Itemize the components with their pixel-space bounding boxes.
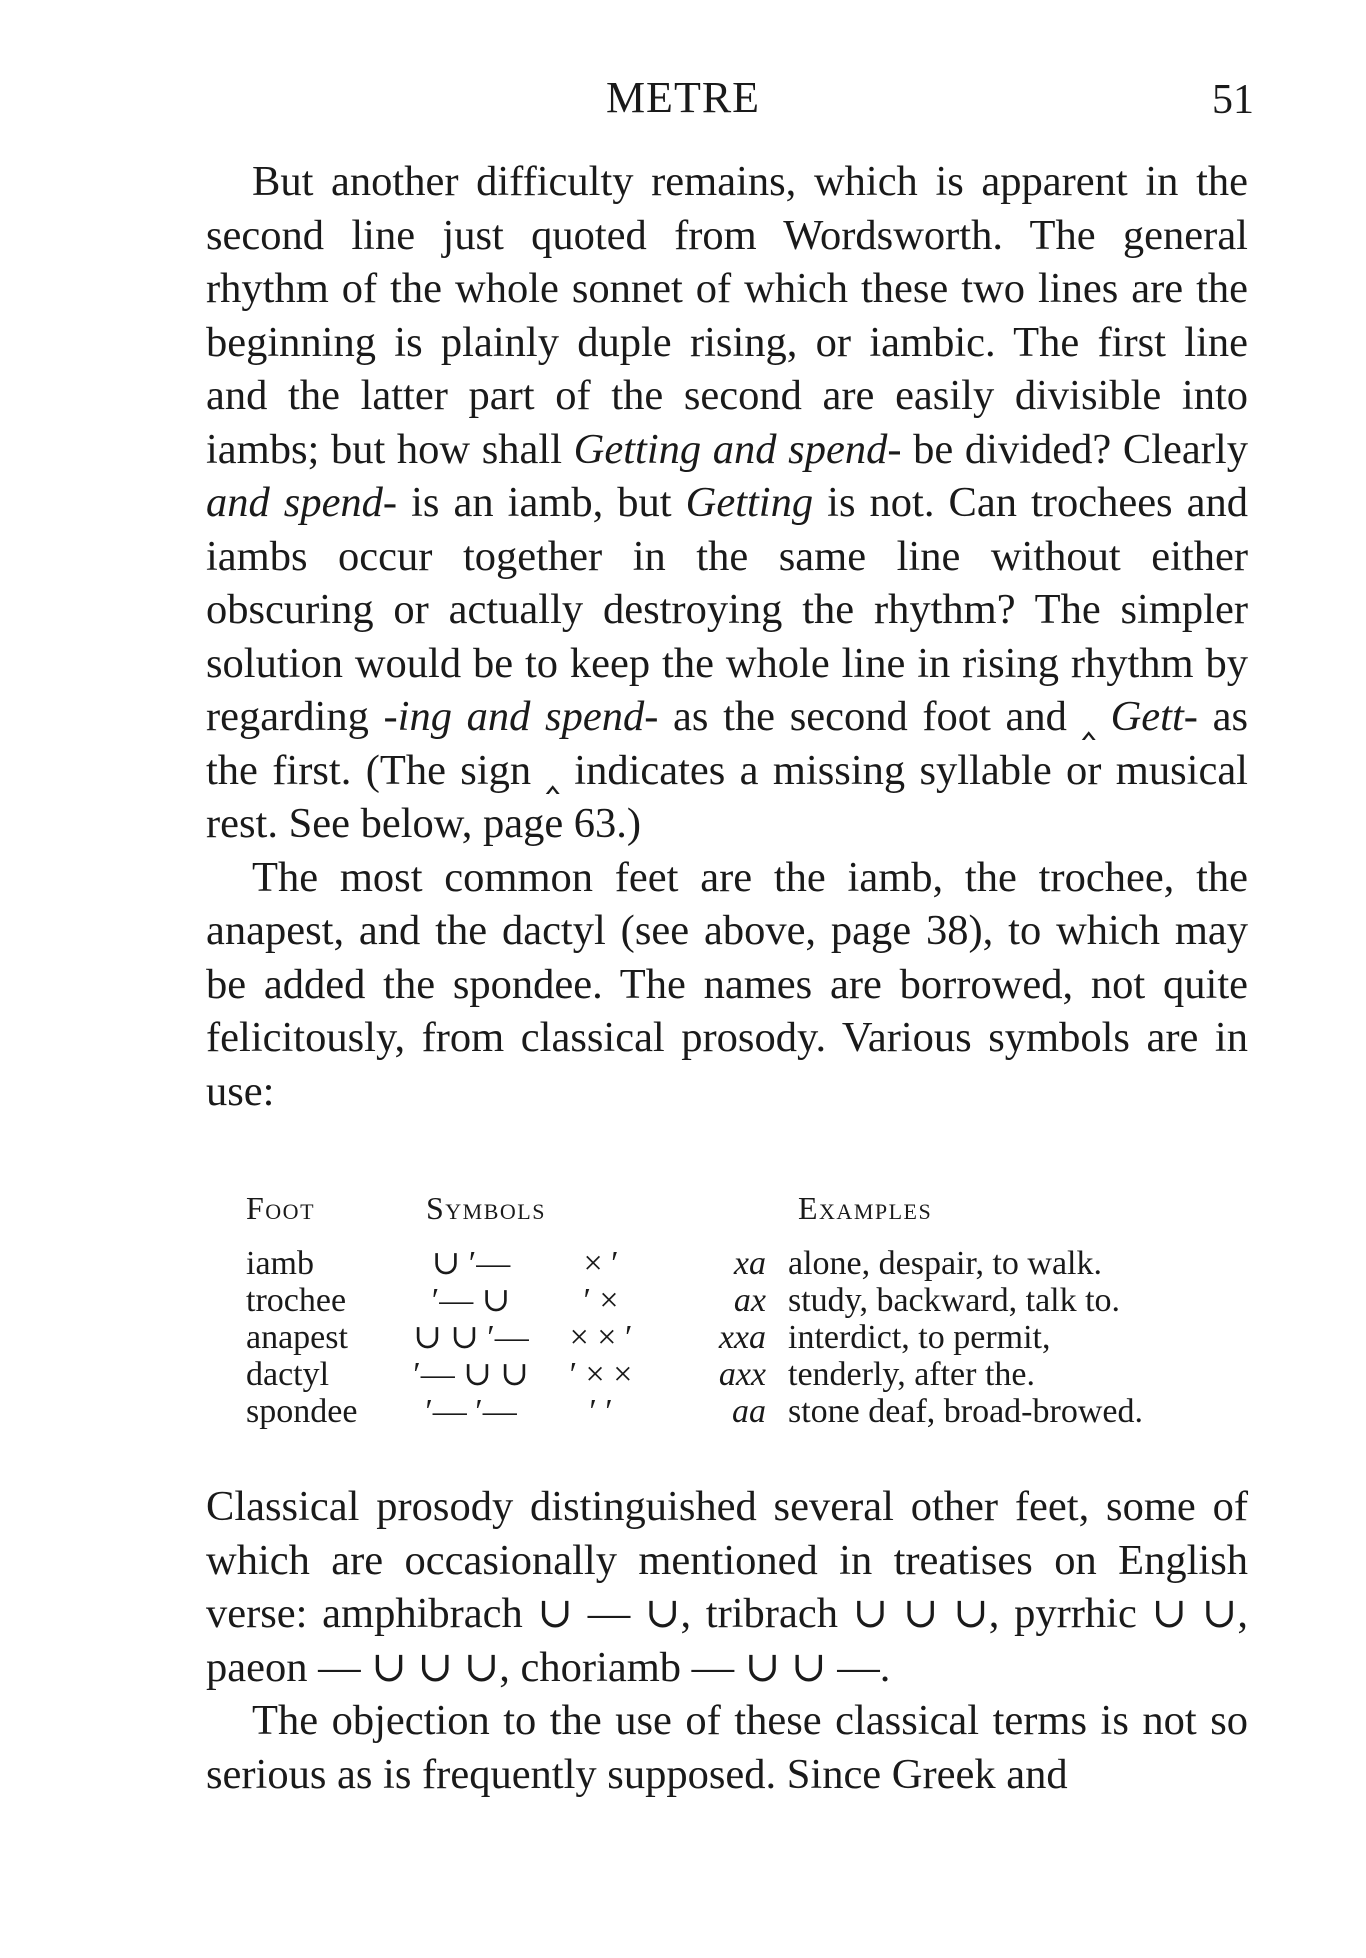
table-row xyxy=(246,1393,1143,1430)
text-run: be divided? Clearly xyxy=(901,425,1248,473)
paragraph-common-feet: The most common feet are the iamb, the trochee, the anapest, and the dactyl (see above, page 38), to which may be added the spondee. The names are borrowed, not quite felicitously, from classical prosody. Various symbols are in use: xyxy=(206,853,1248,1115)
paragraph-difficulty xyxy=(206,155,1248,851)
examples-cell: stone deaf, broad-browed. xyxy=(788,1393,1143,1430)
table-row xyxy=(246,1356,1143,1393)
text-run: as the first. (The sign xyxy=(206,693,1249,794)
abbr-cell: aa xyxy=(732,1393,766,1430)
table-row xyxy=(246,1319,1143,1356)
text-run: is not. Can trochees and iambs occur together in the same line without either obscuring or actually destroying the rhythm? The simpler solution would be to keep the whole line in rising rhythm by regarding xyxy=(206,479,1248,740)
table-body xyxy=(246,1245,1143,1430)
caret-sign: ‸ xyxy=(1081,693,1096,740)
foot-cell: trochee xyxy=(246,1282,347,1319)
text-run: is an iamb, but xyxy=(397,479,686,526)
feet-table xyxy=(246,1190,1143,1430)
header-foot: Foot xyxy=(246,1190,316,1226)
table-header-row xyxy=(246,1190,1143,1245)
examples-cell: alone, despair, to walk. xyxy=(788,1245,1102,1282)
symbol-cell: ′— ∪ ∪ xyxy=(413,1356,529,1393)
symbol-alt-cell: ′ × × xyxy=(569,1356,633,1393)
italic-term: and spend- xyxy=(206,479,398,526)
running-head: METRE xyxy=(605,73,761,122)
paragraph-classical-feet: Classical prosody distinguished several other feet, some of which are occasionally mentioned in treatises on English verse: amphibrach ∪ — ∪, tribrach ∪ ∪ ∪, pyrrhic ∪ ∪, paeon — ∪ ∪ ∪, choriamb — ∪ ∪ —. xyxy=(206,1483,1248,1691)
abbr-cell: axx xyxy=(718,1356,766,1393)
symbol-cell: ∪ ∪ ′— xyxy=(413,1319,529,1356)
table-row xyxy=(246,1282,1143,1319)
after-table-text xyxy=(206,1480,1248,1801)
examples-cell: tenderly, after the. xyxy=(788,1356,1035,1393)
feet-table-wrap xyxy=(246,1190,1246,1430)
italic-term: Gett- xyxy=(1110,693,1198,740)
italic-term: Getting and spend- xyxy=(573,425,902,473)
symbol-alt-cell: × × ′ xyxy=(569,1319,633,1356)
italic-term: Getting xyxy=(685,479,814,526)
paragraph-objection: The objection to the use of these classical terms is not so serious as is frequently supposed. Since Greek and xyxy=(206,1697,1248,1798)
symbol-cell: ′— ∪ xyxy=(431,1282,511,1319)
abbr-cell: ax xyxy=(733,1282,766,1319)
page-header xyxy=(0,72,1366,132)
italic-term: -ing and spend- xyxy=(383,693,659,740)
abbr-cell: xxa xyxy=(718,1319,766,1356)
header-symbols: Symbols xyxy=(426,1190,546,1226)
page-number: 51 xyxy=(1212,77,1254,123)
header-examples: Examples xyxy=(798,1190,933,1226)
text-run: But another difficulty remains, which is apparent in the second line just quoted from Wordsworth. The general rhythm of the whole sonnet of which these two lines are the beginning is plainly duple rising, or iambic. The first line and the latter part of the second are easily divisible into iambs; but how shall xyxy=(206,158,1248,473)
abbr-cell: xa xyxy=(733,1245,766,1282)
examples-cell: interdict, to permit, xyxy=(788,1319,1051,1356)
foot-cell: iamb xyxy=(246,1245,314,1282)
text-run: indicates a missing syllable or musical rest. See below, page 63.) xyxy=(206,746,1248,847)
symbol-alt-cell: × ′ xyxy=(583,1245,619,1282)
foot-cell: dactyl xyxy=(246,1356,330,1393)
text-run: as the second foot and xyxy=(658,693,1082,740)
body-text xyxy=(206,155,1248,1118)
symbol-alt-cell: ′ × xyxy=(583,1282,619,1319)
foot-cell: spondee xyxy=(246,1393,358,1430)
foot-cell: anapest xyxy=(246,1319,348,1356)
table-row xyxy=(246,1245,1143,1282)
symbol-cell: ′— ′— xyxy=(425,1393,517,1430)
symbol-cell: ∪ ′— xyxy=(431,1245,511,1282)
symbol-alt-cell: ′ ′ xyxy=(589,1393,613,1430)
caret-sign: ‸ xyxy=(545,746,560,794)
header-spacer xyxy=(656,1190,788,1245)
examples-cell: study, backward, talk to. xyxy=(788,1282,1121,1319)
